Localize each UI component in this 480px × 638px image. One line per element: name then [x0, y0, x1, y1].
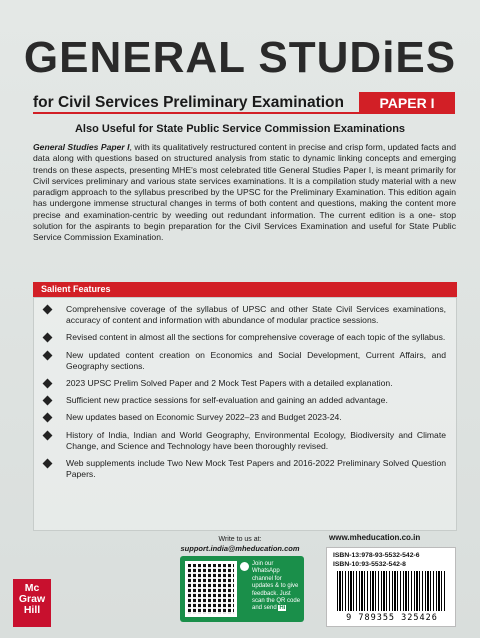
whatsapp-hi: Hi — [279, 605, 286, 612]
isbn-10: ISBN-10:93-5532-542-8 — [333, 561, 406, 568]
feature-text: Comprehensive coverage of the syllabus of UPSC and other State Civil Services examinations, accuracy of content and information with abundance of modular practice sessions. — [66, 304, 446, 326]
also-useful-line: Also Useful for State Public Service Commission Examinations — [74, 123, 406, 135]
diamond-bullet-icon — [43, 396, 53, 406]
intro-paragraph — [33, 142, 456, 244]
feature-text: New updates based on Economic Survey 2022–23 and Budget 2023-24. — [66, 412, 342, 423]
logo-line: Hill — [23, 604, 41, 616]
diamond-bullet-icon — [43, 413, 53, 423]
barcode-icon — [337, 571, 447, 611]
diamond-bullet-icon — [43, 333, 53, 343]
feature-item — [44, 412, 446, 423]
salient-features-heading: Salient Features — [33, 282, 457, 297]
barcode-box — [326, 547, 456, 627]
feature-item — [44, 378, 446, 389]
feature-item — [44, 430, 446, 452]
feature-text: 2023 UPSC Prelim Solved Paper and 2 Mock Test Papers with a detailed explanation. — [66, 378, 393, 389]
feature-text: Sufficient new practice sessions for self-evaluation and gaining an added advantage. — [66, 395, 388, 406]
feature-item — [44, 350, 446, 372]
book-title: GENERAL STUDiES — [23, 33, 457, 82]
diamond-bullet-icon — [43, 305, 53, 315]
diamond-bullet-icon — [43, 350, 53, 360]
feature-text: History of India, Indian and World Geography, Environmental Ecology, Biodiversity and Climate Change, and Science and Technology have been thoroughly revised. — [66, 429, 446, 451]
feature-item — [44, 395, 446, 406]
subtitle-row — [33, 92, 455, 114]
feature-item — [44, 458, 446, 480]
qr-code-icon[interactable] — [185, 561, 237, 617]
feature-item — [44, 332, 446, 343]
write-label: Write to us at: — [218, 536, 262, 543]
feature-text: Web supplements include Two New Mock Test Papers and 2016-2022 Preliminary Solved Question Papers. — [66, 458, 446, 480]
diamond-bullet-icon — [43, 379, 53, 389]
whatsapp-text — [252, 561, 302, 613]
isbn-13: ISBN-13:978-93-5532-542-6 — [333, 552, 420, 559]
book-subtitle: for Civil Services Preliminary Examination — [33, 94, 344, 111]
features-list — [34, 298, 456, 480]
intro-lead: General Studies Paper I — [33, 142, 130, 152]
logo-line: Graw — [18, 593, 46, 605]
salient-features-box — [33, 297, 457, 531]
logo-line: Mc — [24, 582, 40, 594]
feature-text: Revised content in almost all the sections for comprehensive coverage of each topic of the syllabus. — [66, 332, 446, 343]
diamond-bullet-icon — [43, 459, 53, 469]
paper-badge: PAPER I — [359, 92, 455, 114]
mcgraw-hill-logo — [13, 579, 51, 627]
whatsapp-box — [180, 556, 304, 622]
whatsapp-message: Join our WhatsApp channel for updates & to give feedback. Just scan the QR code and send — [252, 561, 301, 612]
feature-text: New updated content creation on Economics and Social Development, Current Affairs, and Geography sections. — [66, 349, 446, 371]
website-url[interactable]: www.mheducation.co.in — [329, 533, 421, 542]
whatsapp-icon — [240, 562, 249, 571]
intro-body: , with its qualitatively restructured content in precise and crisp form, updated facts and data along with questions based on structured analysis from static to dynamic linking concepts and emerging trends on these aspects, presenting MHE's most celebrated title General Studies Paper I, is meant primarily for Civil services preliminary and various state services examinations. It is a compilation study material with a new paradigm approach to the syllabus prescribed by the UPSC for the Preliminary Examination. This edition again has undergone immense structural changes in terms of both content and questions, making the content more precise and examination-centric by weeding out redundant information. The current edition is a one- stop solution for the aspirants to begin preparation for the Civil Services Examination and useful for State Public Service Commission Examination. — [33, 142, 456, 243]
support-email[interactable]: support.india@mheducation.com — [180, 544, 300, 553]
diamond-bullet-icon — [43, 430, 53, 440]
barcode-digits: 9 789355 325426 — [346, 613, 438, 623]
feature-item — [44, 304, 446, 326]
